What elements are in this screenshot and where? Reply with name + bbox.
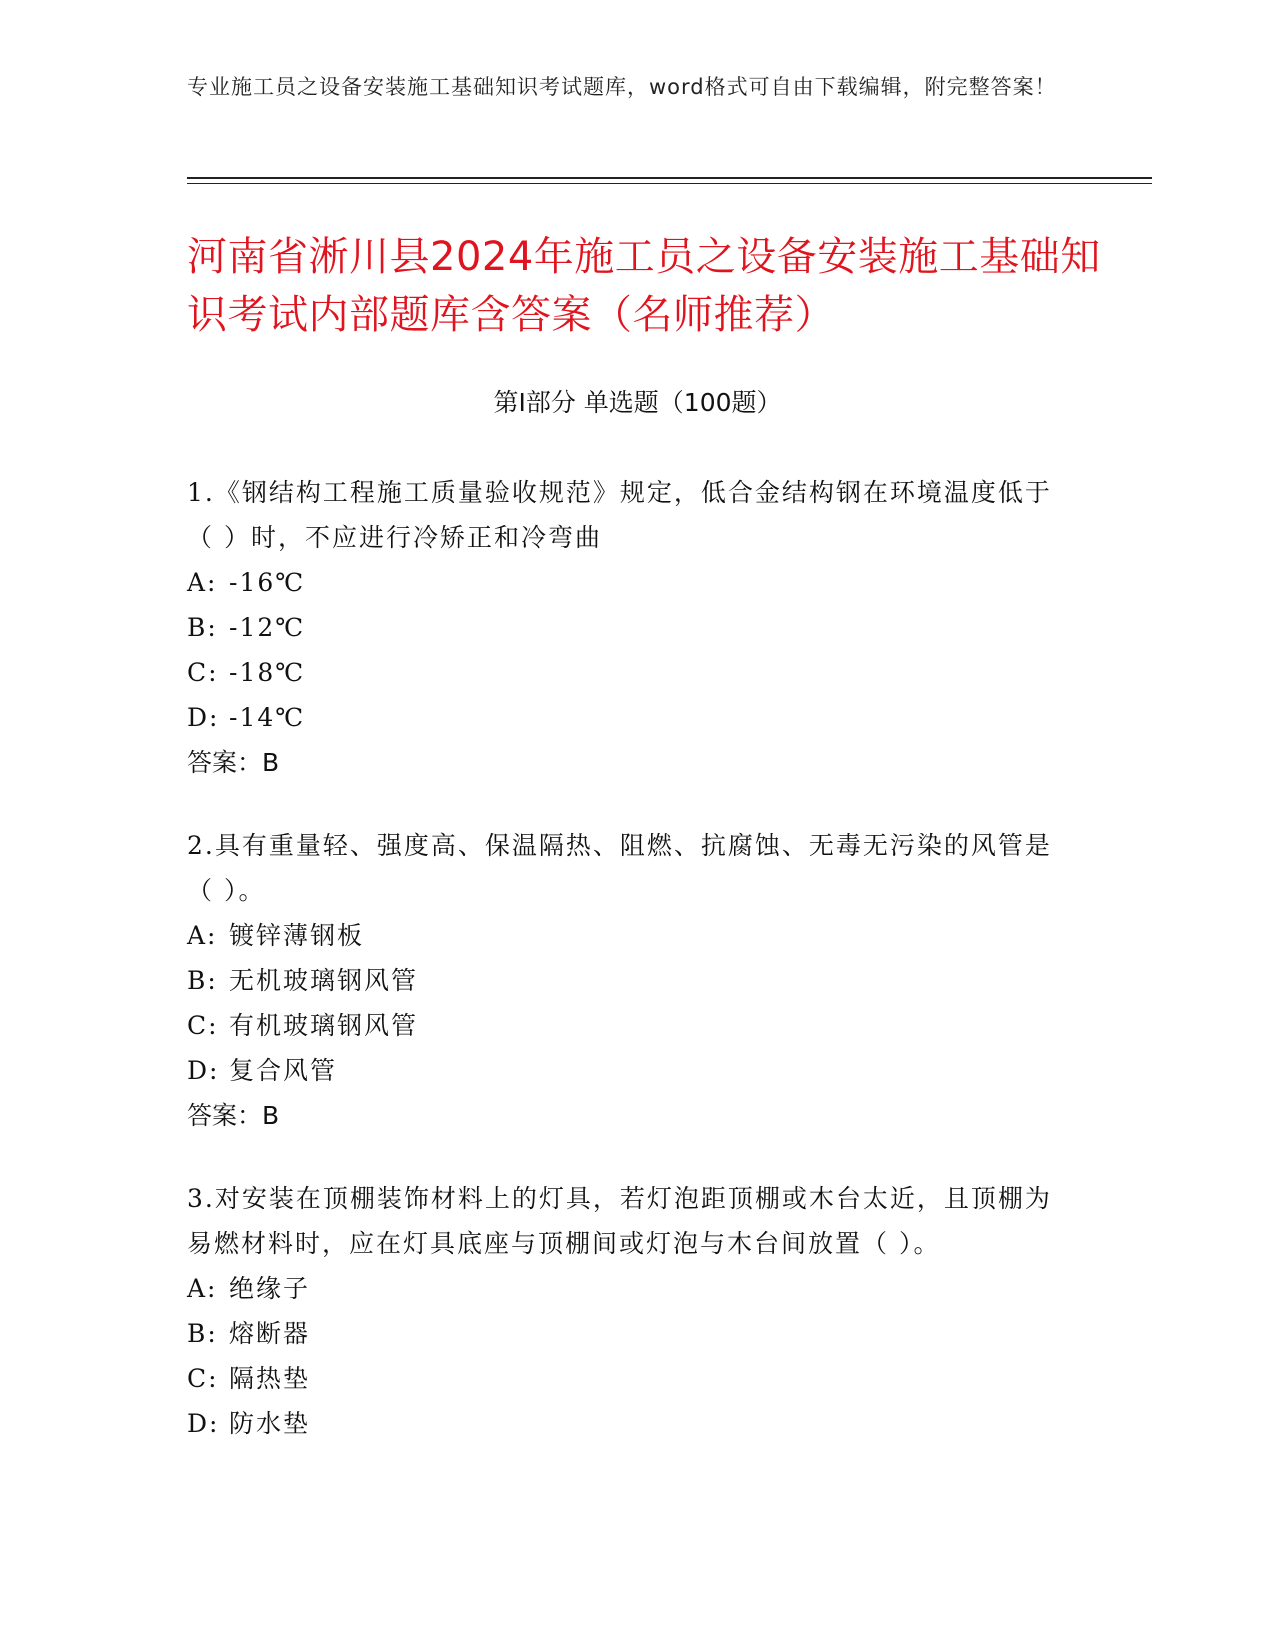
option-text: -18℃ [229, 658, 306, 687]
option-a [187, 1266, 1067, 1311]
header-divider-thick [187, 177, 1152, 179]
answer-label: 答案： [187, 748, 263, 777]
option-text: 熔断器 [229, 1319, 311, 1348]
option-c [187, 650, 1067, 695]
question-stem: 1.《钢结构工程施工质量验收规范》规定，低合金结构钢在环境温度低于（ ）时，不应进行冷矫正和冷弯曲 [187, 478, 1052, 552]
document-title: 河南省淅川县2024年施工员之设备安装施工基础知识考试内部题库含答案（名师推荐） [187, 234, 1101, 338]
option-b [187, 605, 1067, 650]
option-key: C: [187, 658, 219, 687]
question-1 [187, 470, 1067, 785]
answer-value: B [262, 748, 280, 777]
answer-line [187, 1093, 1067, 1138]
question-stem: 3.对安装在顶棚装饰材料上的灯具，若灯泡距顶棚或木台太近，且顶棚为易燃材料时，应在灯具底座与顶棚间或灯泡与木台间放置（ ）。 [187, 1184, 1052, 1258]
option-text: 有机玻璃钢风管 [229, 1011, 419, 1040]
option-key: D: [187, 1056, 220, 1085]
option-key: D: [187, 703, 220, 732]
question-stem: 2.具有重量轻、强度高、保温隔热、阻燃、抗腐蚀、无毒无污染的风管是（ ）。 [187, 831, 1052, 905]
option-text: -16℃ [229, 568, 306, 597]
option-text: 复合风管 [229, 1056, 338, 1085]
question-3 [187, 1176, 1067, 1446]
option-key: D: [187, 1409, 220, 1438]
section-title: 第Ⅰ部分 单选题（100题） [493, 388, 782, 417]
option-key: B: [187, 613, 218, 642]
option-d [187, 695, 1067, 740]
option-text: -14℃ [229, 703, 306, 732]
header-note: 专业施工员之设备安装施工基础知识考试题库，word格式可自由下载编辑，附完整答案！ [187, 75, 1057, 99]
option-a [187, 913, 1067, 958]
option-key: A: [187, 1274, 218, 1303]
option-key: A: [187, 568, 218, 597]
option-a [187, 560, 1067, 605]
question-2 [187, 823, 1067, 1138]
option-c [187, 1003, 1067, 1048]
option-d [187, 1401, 1067, 1446]
option-text: 绝缘子 [229, 1274, 311, 1303]
answer-line [187, 740, 1067, 785]
option-text: 防水垫 [229, 1409, 311, 1438]
option-c [187, 1356, 1067, 1401]
option-key: C: [187, 1364, 219, 1393]
question-list [187, 470, 1067, 1484]
option-d [187, 1048, 1067, 1093]
option-key: C: [187, 1011, 219, 1040]
option-text: 隔热垫 [229, 1364, 311, 1393]
option-key: A: [187, 921, 218, 950]
header-divider-thin [187, 183, 1152, 184]
answer-value: B [262, 1101, 280, 1130]
option-text: 镀锌薄钢板 [229, 921, 365, 950]
option-text: 无机玻璃钢风管 [229, 966, 419, 995]
answer-label: 答案： [187, 1101, 263, 1130]
option-key: B: [187, 966, 218, 995]
option-text: -12℃ [229, 613, 306, 642]
option-b [187, 1311, 1067, 1356]
option-key: B: [187, 1319, 218, 1348]
option-b [187, 958, 1067, 1003]
